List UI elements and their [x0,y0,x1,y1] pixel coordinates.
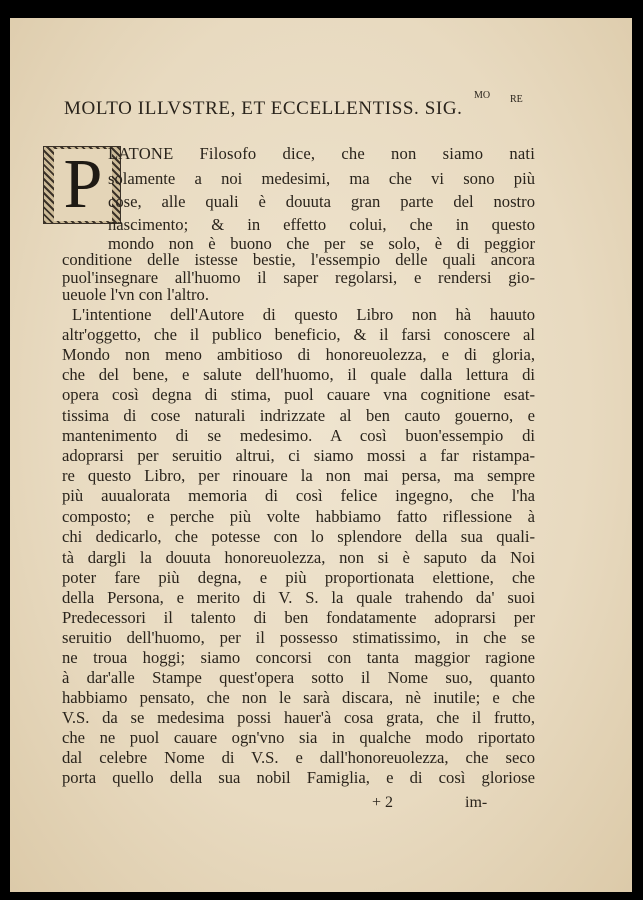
text-line: L'intentione dell'Autore di questo Libro non hà hauuto [72,305,535,324]
text-line: nascimento; & in effetto colui, che in questo [108,215,535,234]
text-line: altr'oggetto, che il publico beneficio, & il farsi conoscere al [62,325,535,344]
text-line: tissima di cose naturali indrizzate al ben cauto gouerno, e [62,406,535,425]
signature-mark: + 2 [372,794,394,811]
text-line: conditione delle istesse bestie, l'essempio delle quali ancora [62,250,535,269]
text-line: Mondo non meno ambitioso di honoreuolezza, e di gloria, [62,345,535,364]
heading-superscript-re: RE [510,94,523,105]
text-line: ueuole l'vn con l'altro. [62,285,209,304]
text-line: chi dedicarlo, che potesse con lo splendore della sua quali- [62,527,535,546]
text-line: dal celebre Nome di V.S. e dall'honoreuolezza, che seco [62,748,535,767]
page-heading: MOLTO ILLVSTRE, ET ECCELLENTISS. SIG. [64,98,463,119]
catchword: im- [465,794,488,811]
text-line: mantenimento di se medesimo. A così buon'essempio di [62,426,535,445]
text-line: che del bene, e salute dell'huomo, il quale dalla lettura di [62,365,535,384]
text-line: mondo non è buono che per se solo, è di peggior [108,234,535,253]
heading-superscript-mo: MO [474,90,491,101]
text-line: habbiamo pensato, che non le sarà discara, nè inutile; e che [62,688,535,707]
text-line: puol'insegnare all'huomo il saper regolarsi, e rendersi gio- [62,268,535,287]
text-line: porta quello della sua nobil Famiglia, e di così gloriose [62,768,535,787]
text-line: Predecessori il talento di ben fondatamente adoprarsi per [62,608,535,627]
text-line: che ne puol cauare ogn'vno sia in qualche modo riportato [62,728,535,747]
text-line: poter fare più degna, e più proportionata elettione, che [62,568,535,587]
text-line: della Persona, e merito di V. S. la quale trahendo da' suoi [62,588,535,607]
text-line: adoprarsi per seruitio altrui, ci siamo mossi a far ristampa- [62,446,535,465]
text-line: opera così degna di stima, puol cauare vna cognitione esat- [62,385,535,404]
text-line: re questo Libro, per rinouare la non mai persa, ma sempre [62,466,535,485]
text-line: più auualorata memoria di così felice ingegno, che l'ha [62,486,535,505]
book-page [10,18,632,892]
dropcap-letter: P [54,149,112,221]
text-line: composto; e perche più volte habbiamo fatto riflessione à [62,507,535,526]
text-line: ne troua hoggi; siamo concorsi con tanta maggior ragione [62,648,535,667]
text-line: seruitio dell'huomo, per il possesso stimatissimo, in che se [62,628,535,647]
text-line: tà dargli la douuta honoreuolezza, non si è saputo da Noi [62,548,535,567]
text-line: à dar'alle Stampe quest'opera sotto il Nome suo, quanto [62,668,535,687]
text-line: V.S. da se medesima possi hauer'à cosa grata, che il frutto, [62,708,535,727]
text-line: LATONE Filosofo dice, che non siamo nati [108,144,535,163]
text-line: cose, alle quali è douuta gran parte del nostro [108,192,535,211]
text-line: solamente a noi medesimi, ma che vi sono più [108,169,535,188]
